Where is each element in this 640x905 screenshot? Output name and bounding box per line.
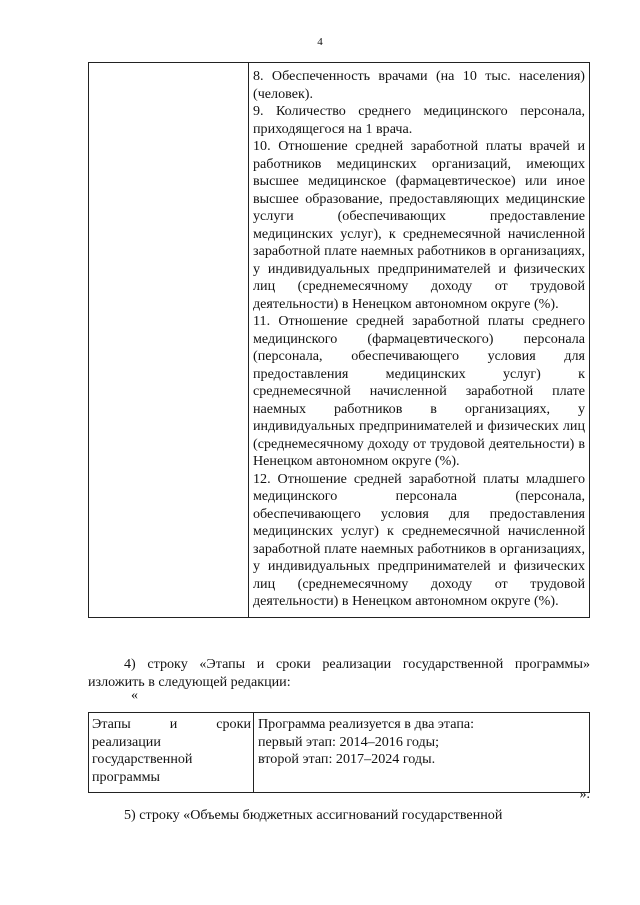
opening-quote-mark: « [131, 688, 138, 703]
stages-table [88, 712, 590, 793]
table-row [89, 713, 590, 793]
amendment-paragraph-5: 5) строку «Объемы бюджетных ассигнований государственной [124, 807, 503, 823]
page-number: 4 [317, 36, 323, 48]
indicator-item-11: 11. Отношение средней заработной платы среднего медицинского (фармацевтического) персонала (персонала, обеспечивающего условия для предоставления медицинских услуг) к среднемесячной начисленной заработной плате наемных работников в организациях, у индивидуальных предпринимателей и физических лиц (среднемесячному доходу от трудовой деятельности) в Ненецком автономном округе (%). [253, 313, 585, 469]
indicator-item-8: 8. Обеспеченность врачами (на 10 тыс. населения) (человек). [253, 68, 585, 102]
stages-line-3: второй этап: 2017–2024 годы. [258, 751, 436, 767]
stages-label-cell [89, 713, 254, 793]
indicators-left-cell [89, 63, 249, 618]
amendment-paragraph-4: 4) строку «Этапы и сроки реализации государственной программы» изложить в следующей редакции: [88, 656, 590, 690]
indicator-item-10: 10. Отношение средней заработной платы врачей и работников медицинских организаций, имеющих высшее медицинское (фармацевтическое) или иное высшее образование, предоставляющих медицинские услуги (обеспечивающих предоставление медицинских услуг), к среднемесячной начисленной заработной плате наемных работников в организациях, у индивидуальных предпринимателей и физических лиц (среднемесячному доходу от трудовой деятельности) в Ненецком автономном округе (%). [253, 138, 585, 312]
indicator-item-12: 12. Отношение средней заработной платы младшего медицинского персонала (персонала, обеспечивающего условия для предоставления медицинских услуг) к среднемесячной начисленной заработной плате наемных работников в организациях, у индивидуальных предпринимателей и физических лиц (среднемесячному доходу от трудовой деятельности) в Ненецком автономном округе (%). [253, 470, 585, 609]
closing-quote-mark: ». [579, 787, 590, 802]
stages-line-2: первый этап: 2014–2016 годы; [258, 733, 440, 750]
stages-content-cell [254, 713, 590, 793]
indicators-table [88, 62, 590, 618]
table-row [89, 63, 590, 618]
stages-label: Этапы и сроки реализации государственной программы [92, 716, 251, 785]
stages-line-1: Программа реализуется в два этапа: [258, 716, 475, 732]
indicator-item-9: 9. Количество среднего медицинского персонала, приходящегося на 1 врача. [253, 103, 585, 137]
indicators-list-cell [249, 63, 590, 618]
